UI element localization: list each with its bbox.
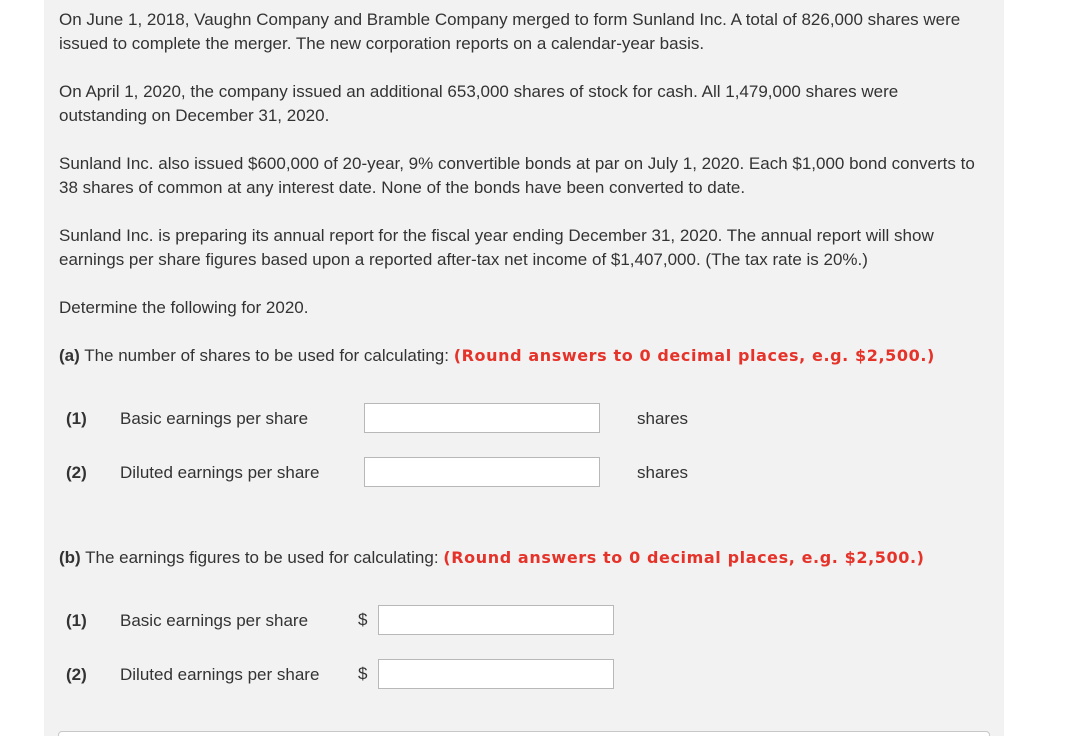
diluted-earnings-input[interactable] xyxy=(378,659,614,689)
row-number: (2) xyxy=(66,463,87,482)
intro-paragraph-share-issue: On April 1, 2020, the company issued an additional 653,000 shares of stock for cash. All 1,479,000 shares were outstanding on December 31, 2020. xyxy=(59,82,899,125)
task-instruction: Determine the following for 2020. xyxy=(59,298,309,317)
basic-earnings-input[interactable] xyxy=(378,605,614,635)
part-b-text: The earnings figures to be used for calculating: xyxy=(80,548,444,567)
part-b-rounding-instruction: (Round answers to 0 decimal places, e.g. $2,500.) xyxy=(443,548,925,567)
row-number: (1) xyxy=(66,611,87,630)
diluted-shares-input[interactable] xyxy=(364,457,600,487)
part-a-row-diluted xyxy=(66,457,966,489)
row-label: Diluted earnings per share xyxy=(120,665,320,684)
bottom-scroll-bar[interactable] xyxy=(58,731,990,736)
part-b-row-diluted xyxy=(66,659,966,691)
intro-paragraph-merger: On June 1, 2018, Vaughn Company and Bramble Company merged to form Sunland Inc. A total of 826,000 shares were issued to complete the merger. The new corporation reports on a calendar-year basis. xyxy=(59,10,961,53)
part-a-rounding-instruction: (Round answers to 0 decimal places, e.g. $2,500.) xyxy=(453,346,935,365)
unit-label: shares xyxy=(637,463,689,482)
row-number: (1) xyxy=(66,409,87,428)
intro-paragraph-annual-report: Sunland Inc. is preparing its annual report for the fiscal year ending December 31, 2020. The annual report will show earnings per share figures based upon a reported after-tax net income of $1,407,000. (The tax rate is 20%.) xyxy=(59,226,934,269)
row-label: Diluted earnings per share xyxy=(120,463,320,482)
dollar-sign: $ xyxy=(358,664,368,683)
part-a-row-basic xyxy=(66,403,966,435)
unit-label: shares xyxy=(637,409,689,428)
intro-paragraph-bonds: Sunland Inc. also issued $600,000 of 20-year, 9% convertible bonds at par on July 1, 2020. Each $1,000 bond converts to 38 shares of common at any interest date. None of the bonds have been converted to date. xyxy=(59,154,975,197)
dollar-sign: $ xyxy=(358,610,368,629)
row-number: (2) xyxy=(66,665,87,684)
part-a-text: The number of shares to be used for calculating: xyxy=(79,346,454,365)
basic-shares-input[interactable] xyxy=(364,403,600,433)
row-label: Basic earnings per share xyxy=(120,611,309,630)
part-a-letter: (a) xyxy=(59,346,80,365)
part-b-row-basic xyxy=(66,605,966,637)
part-a-heading xyxy=(59,344,1019,368)
part-b-letter: (b) xyxy=(59,548,81,567)
part-b-heading xyxy=(59,546,1019,570)
row-label: Basic earnings per share xyxy=(120,409,309,428)
